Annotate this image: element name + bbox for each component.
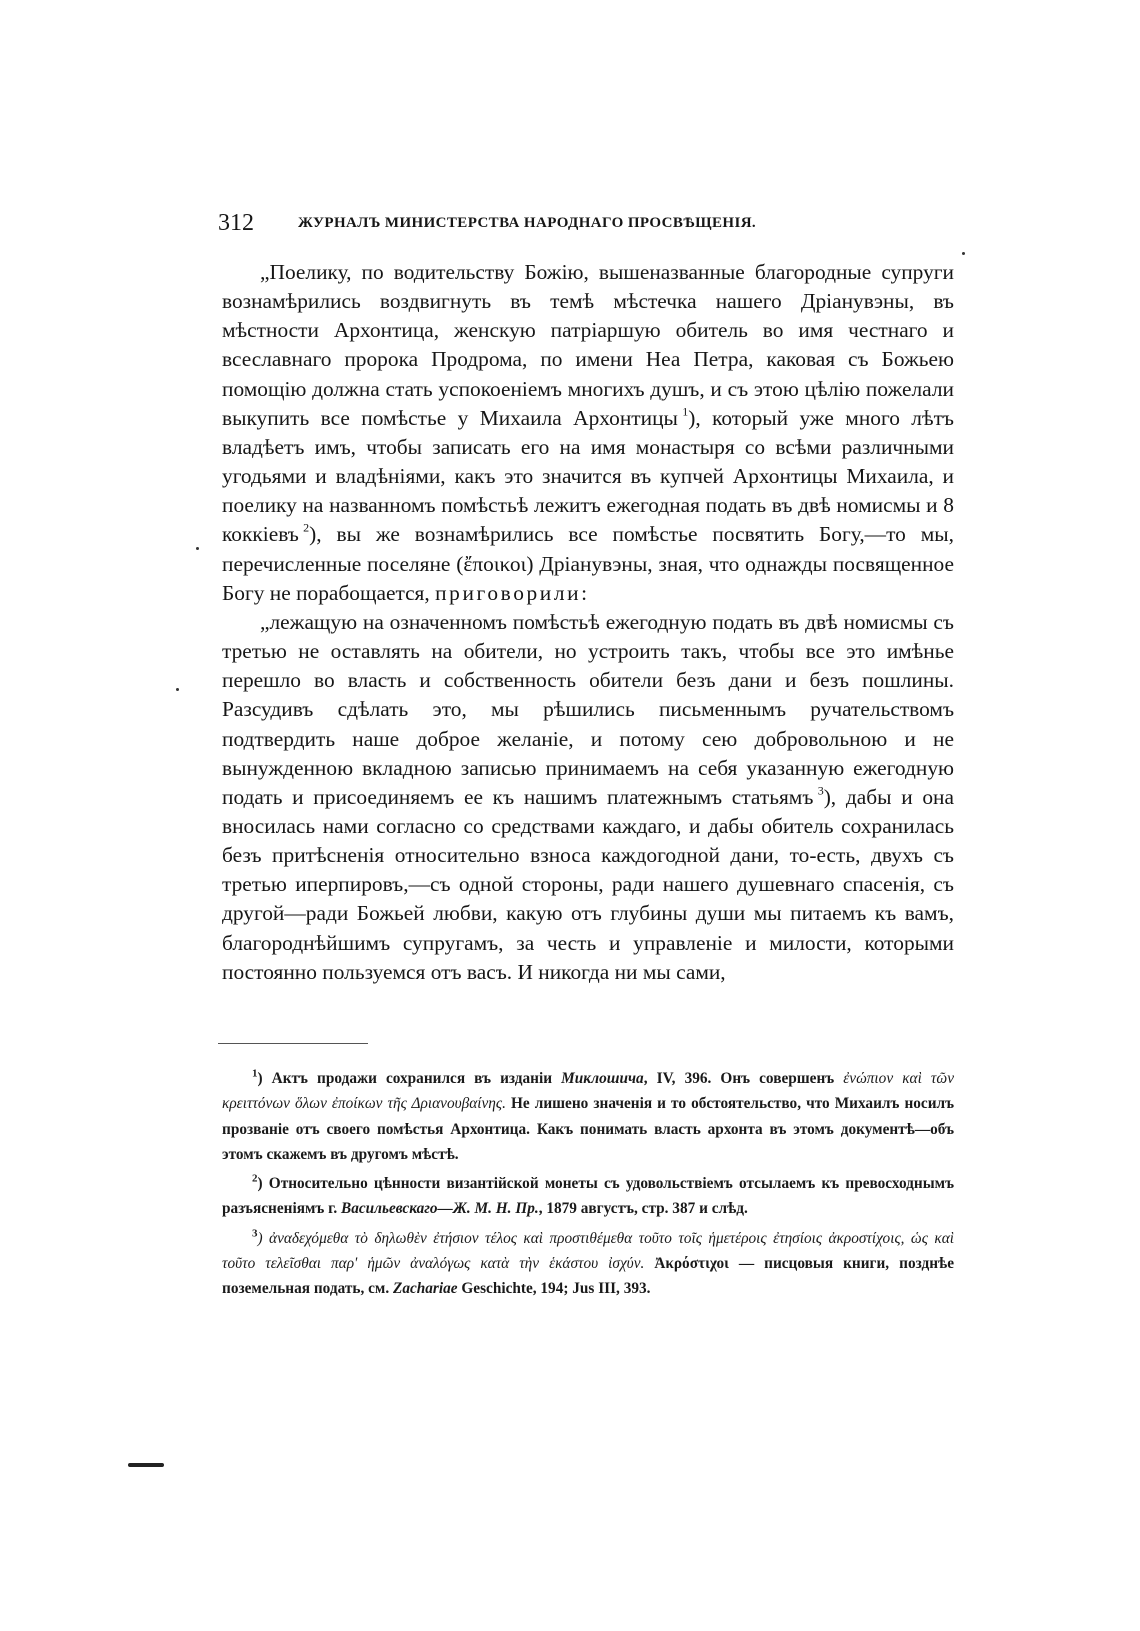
scan-speck (962, 252, 965, 255)
footnote-2: $^2$) Относительно цѣнности византійской монеты съ удовольствіемъ отсылаемъ къ превосходнымъ разъясненіямъ г. Васильевскаго—Ж. М. Н. Пр., 1879 августъ, стр. 387 и слѣд. (222, 1172, 954, 1218)
running-title: ЖУРНАЛЪ МИНИСТЕРСТВА НАРОДНАГО ПРОСВѢЩЕНІЯ. (298, 215, 757, 231)
footnote-ref-3: 3 (817, 783, 824, 798)
footnote-3: $^3$) ἀναδεχόμεθα τὸ δηλωθὲν ἐτήσιον τέλος καὶ προστιθέμεθα τοῦτο τοῖς ἡμετέροις ἐτησίοις ἀκροστίχοις, ὡς καὶ τοῦτο τελεῖσθαι παρ' ἡμῶν ἀναλόγως κατὰ τὴν ἑκάστου ἰσχύν. Ἀκρόστιχοι — писцовыя книги, позднѣе поземельная подать, см. Zachariae Geschichte, 194; Jus III, 393. (222, 1227, 954, 1298)
spaced-emphasis: приговорили: (435, 580, 590, 605)
page-header (218, 208, 988, 238)
footnote-divider (218, 1043, 368, 1044)
margin-mark (128, 1463, 164, 1467)
paragraph-2: „лежащую на означенномъ помѣстьѣ ежегодную подать въ двѣ номисмы съ третью не оставлять на обители, но устроить такъ, чтобы все это имѣнье перешло во власть и собственность обители безъ дани и безъ пошлины. Разсудивъ сдѣлать это, мы рѣшились письменнымъ ручательствомъ подтвердить наше доброе желаніе, и потому сею добровольною и не вынужденною вкладною записью принимаемъ на себя указанную ежегодную подать и присоединяемъ ее къ нашимъ платежнымъ статьямъ $^3$), дабы и она вносилась нами согласно со средствами каждаго, и дабы обитель сохранилась безъ притѣсненія относительно взноса каждогодной дани, то-есть, двухъ съ третью иперпировъ,—съ одной стороны, ради нашего душевнаго спасенія, съ другой—ради Божьей любви, какую отъ глубины души мы питаемъ къ вамъ, благороднѣйшимъ супругамъ, за честь и управленіе и милости, которыми постоянно пользуемся отъ васъ. И никогда ни мы сами, (222, 609, 954, 984)
footnotes (222, 1066, 954, 1306)
footnote-1: $^1$) Актъ продажи сохранился въ изданіи Миклошича, IV, 396. Онъ совершенъ ἐνώπιον καὶ τῶν κρειττόνων ὅλων ἐποίκων τῆς Δριανουβαίνης. Не лишено значенія и то обстоятельство, что Михаилъ носилъ прозваніе отъ своего помѣстья Архонтица. Какъ понимать власть архонта въ этомъ документѣ—объ этомъ скажемъ въ другомъ мѣстѣ. (222, 1067, 955, 1163)
main-text (222, 258, 954, 987)
footnote-ref-2: 2 (303, 520, 310, 535)
page-number: 312 (218, 210, 254, 236)
footnote-ref-1: 1 (682, 404, 689, 419)
scan-speck (176, 688, 179, 691)
paragraph-1: „Поелику, по водительству Божію, вышеназванные благородные супруги вознамѣрились воздвигнуть въ темѣ мѣстечка нашего Дріанувэны, въ мѣстности Архонтица, женскую патріаршую обитель во имя честнаго и всеславнаго пророка Продрома, по имени Неа Петра, каковая съ Божьею помощію должна стать успокоеніемъ многихъ душъ, и съ этою цѣлію пожелали выкупить все помѣстье у Михаила Архонтицы $^1$), который уже много лѣтъ владѣетъ имъ, чтобы записать его на имя монастыря со всѣми различными угодьями и владѣніями, какъ это значится въ купчей Архонтицы Михаила, и поелику на названномъ помѣстьѣ лежитъ ежегодная подать въ двѣ номисмы и 8 коккіевъ $^2$), вы же вознамѣрились все помѣстье посвятить Богу,—то мы, перечисленные поселяне (ἔποικοι) Дріанувэны, зная, что однажды посвященное Богу не порабощается, приговорили: (222, 260, 954, 605)
scan-speck (196, 547, 199, 550)
